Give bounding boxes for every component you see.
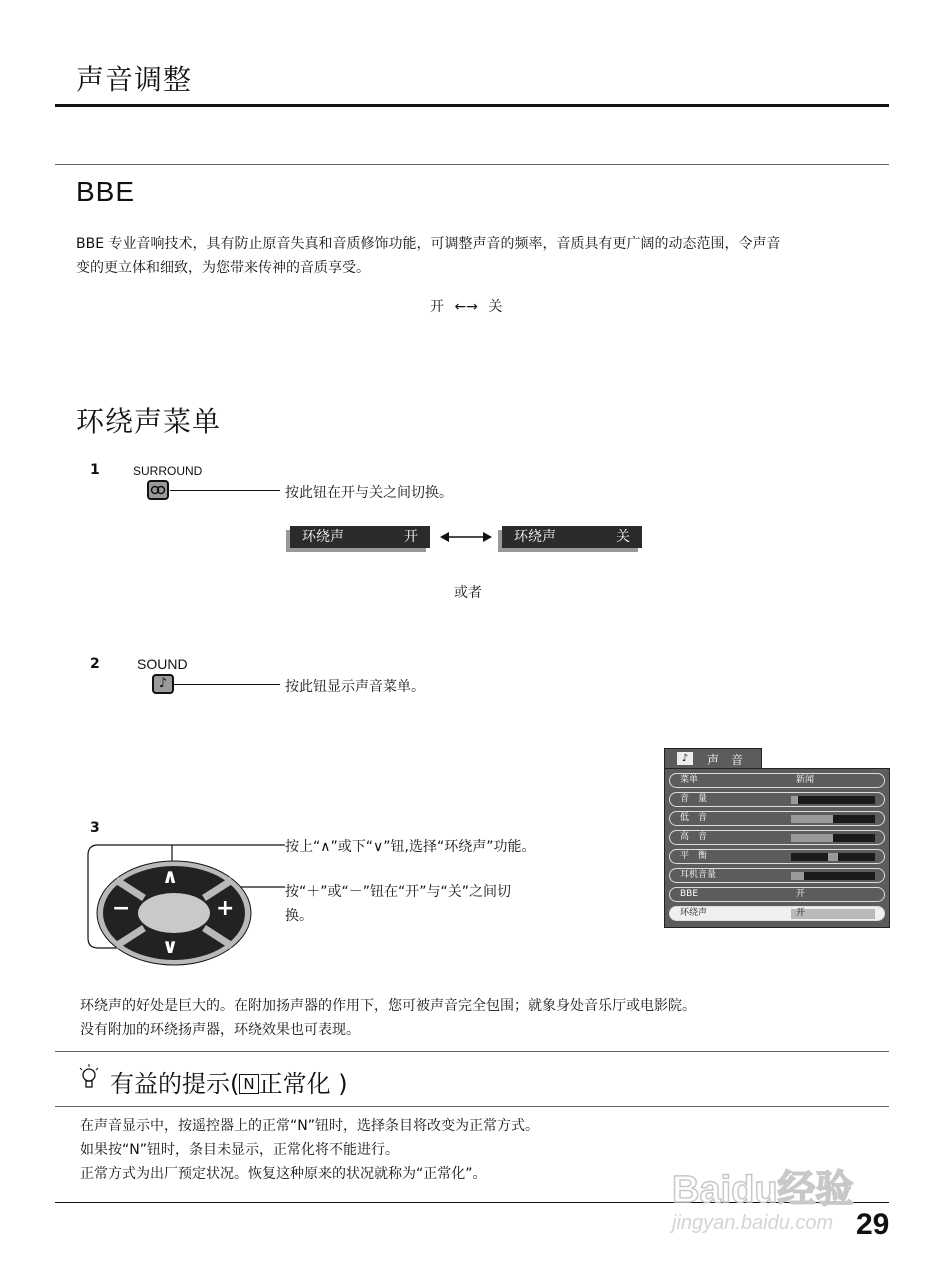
menu-row-treble[interactable]: [669, 830, 885, 845]
step2-instruction: 按此钮显示声音菜单。: [285, 679, 425, 695]
osd-label: 环绕声: [302, 529, 344, 545]
bbe-description: [76, 232, 886, 280]
sound-button-label: SOUND: [137, 656, 188, 672]
toggle-on-label: 开: [430, 299, 444, 315]
row-label: 音 量: [680, 794, 708, 804]
watermark-url: jingyan.baidu.com: [672, 1212, 834, 1234]
down-key[interactable]: ∨: [162, 934, 179, 958]
up-key[interactable]: ∧: [162, 864, 179, 888]
benefit-line: 没有附加的环绕扬声器，环绕效果也可表现。: [80, 1022, 360, 1038]
tips-heading-tail: 正常化 ): [258, 1070, 348, 1098]
step1-instruction: 按此钮在开与关之间切换。: [285, 485, 453, 501]
menu-row-volume[interactable]: [669, 792, 885, 807]
tips-line: 在声音显示中，按遥控器上的正常“N”钮时，选择条目将改变为正常方式。: [80, 1118, 539, 1134]
step-number: 1: [90, 462, 100, 478]
level-fill: [791, 872, 804, 880]
tips-heading: [110, 1064, 348, 1099]
bbe-description-line: BBE 专业音响技术，具有防止原音失真和音质修饰功能，可调整声音的频率，音质具有更广阔的动态范围，令声音: [76, 236, 781, 252]
surround-benefit: [80, 994, 880, 1042]
osd-value: 开: [404, 529, 418, 545]
bbe-toggle: [430, 296, 502, 316]
level-bar: [791, 872, 875, 880]
surround-heading: 环绕声菜单: [76, 405, 222, 438]
sound-menu-title: 声 音: [707, 753, 744, 767]
menu-row-bass[interactable]: [669, 811, 885, 826]
menu-row-surround[interactable]: [669, 906, 885, 921]
level-bar: [791, 815, 875, 823]
section-divider: [55, 164, 889, 165]
menu-row-headphone-volume[interactable]: [669, 868, 885, 883]
bbe-heading: BBE: [76, 176, 136, 207]
row-label: 环绕声: [680, 908, 708, 918]
tips-top-rule: [55, 1051, 889, 1052]
row-value: 开: [796, 908, 806, 918]
toggle-off-label: 关: [488, 299, 503, 315]
sound-menu: [664, 748, 890, 928]
plus-key[interactable]: +: [216, 896, 235, 921]
balance-bar: [791, 853, 875, 861]
level-bar: [791, 834, 875, 842]
level-fill: [791, 796, 798, 804]
osd-surround-on: [290, 526, 430, 548]
leader-line: [170, 490, 280, 491]
level-fill: [791, 834, 833, 842]
tips-heading-text: 有益的提示(: [110, 1070, 240, 1098]
surround-icon: [149, 482, 167, 498]
step-number: 3: [90, 820, 100, 836]
menu-row-bbe[interactable]: [669, 887, 885, 902]
benefit-line: 环绕声的好处是巨大的。在附加扬声器的作用下，您可被声音完全包围；就象身处音乐厅或电影院。: [80, 998, 696, 1014]
row-label: 耳机音量: [680, 870, 717, 880]
sound-menu-body: [664, 768, 890, 928]
osd-bar: [502, 526, 642, 548]
lightbulb-icon: [78, 1064, 100, 1092]
row-label: 高 音: [680, 832, 708, 842]
normalize-n-icon: N: [239, 1074, 258, 1094]
tips-line: 如果按“N”钮时，条目未显示，正常化将不能进行。: [80, 1142, 399, 1158]
level-bar: [791, 796, 875, 804]
row-label: 菜单: [680, 775, 699, 785]
minus-key[interactable]: −: [112, 896, 131, 921]
step3-updown-instruction: 按上“∧”或下“∨”钮,选择“环绕声”功能。: [285, 839, 536, 855]
row-value: 新闻: [796, 775, 815, 785]
step3-plusminus-instruction: [285, 880, 635, 928]
baidu-watermark: Baidu经验: [672, 1169, 854, 1211]
row-value: 开: [796, 889, 806, 899]
header-rule: [55, 104, 889, 107]
sound-menu-tab: [664, 748, 762, 769]
osd-bar: [290, 526, 430, 548]
leader-line: [174, 684, 280, 685]
level-fill: [791, 815, 833, 823]
osd-surround-off: [502, 526, 642, 548]
menu-row-balance[interactable]: [669, 849, 885, 864]
music-note-icon: ♪: [677, 752, 693, 765]
bbe-description-line: 变的更立体和细致，为您带来传神的音质享受。: [76, 260, 370, 276]
tips-line: 正常方式为出厂预定状况。恢复这种原来的状况就称为“正常化”。: [80, 1166, 487, 1182]
tips-mid-rule: [55, 1106, 889, 1107]
row-label: 低 音: [680, 813, 708, 823]
step-number: 2: [90, 656, 100, 672]
surround-button[interactable]: [147, 480, 169, 500]
row-label: BBE: [680, 889, 699, 899]
instruction-line: 换。: [285, 908, 313, 924]
or-text: 或者: [454, 585, 482, 601]
toggle-arrow-icon: [440, 530, 492, 544]
osd-value: 关: [616, 529, 630, 545]
menu-row-menu[interactable]: [669, 773, 885, 788]
osd-label: 环绕声: [514, 529, 556, 545]
balance-marker: [828, 853, 838, 861]
toggle-arrow-icon: ←→: [454, 299, 478, 315]
page-title: 声音调整: [76, 63, 193, 96]
instruction-line: 按“＋”或“－”钮在“开”与“关”之间切: [285, 884, 512, 900]
page-number: 29: [856, 1208, 890, 1241]
surround-button-label: SURROUND: [133, 464, 203, 478]
music-note-icon: ♪: [158, 676, 168, 691]
sound-button[interactable]: [152, 674, 174, 694]
row-label: 平 衡: [680, 851, 708, 861]
